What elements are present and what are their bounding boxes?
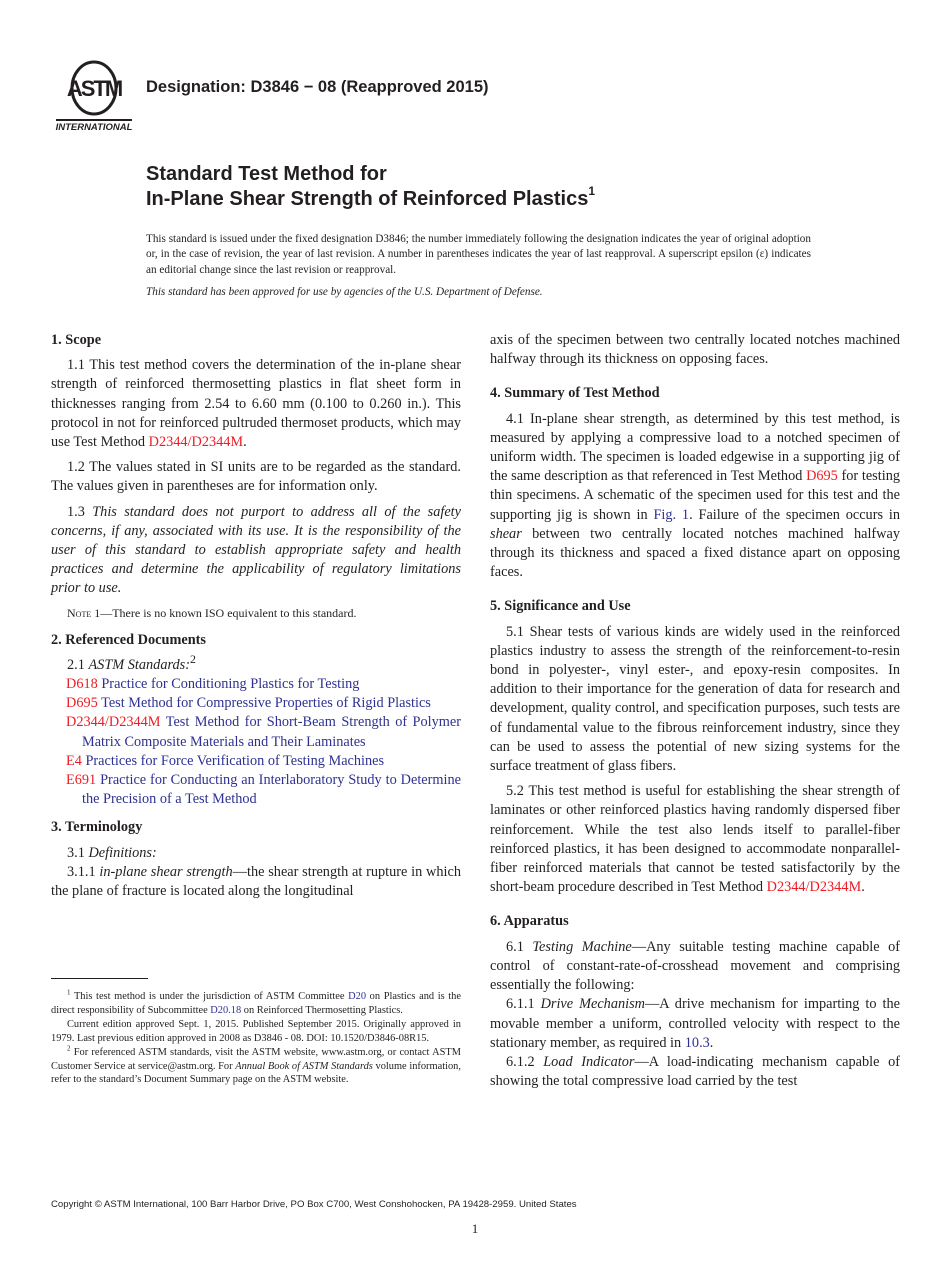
note-text: 1—There is no known ISO equivalent to this standard. xyxy=(91,605,357,620)
paragraph-1-1 xyxy=(51,356,461,452)
footnote-ref-2[interactable]: 2 xyxy=(190,652,196,667)
paragraph-text: —A load-indicating mechanism capable of showing the total compressive load carried by the test xyxy=(490,1053,900,1090)
paragraph-text: 5.2 This test method is useful for establishing the shear strength of laminates or other reinforced plastics having randomly dispersed fiber reinforcement. While the test also lends itself to parallel-fiber reinforced plastics, it has been designed to accommodate nonparallel-fiber reinforced materials that cannot be tested satisfactorily by the short-beam procedure described in Test Method xyxy=(490,783,900,896)
page-number: 1 xyxy=(471,1221,479,1236)
defined-term: in-plane shear strength xyxy=(99,863,233,880)
issuance-statement: This standard is issued under the fixed designation D3846; the number immediately following the designation indicates the year of original adoption or, in the case of revision, the year of last revision. A number in parentheses indicates the year of last reapproval. A superscript epsilon (ε) indicates an editorial change since the last revision or reapproval. xyxy=(146,233,811,276)
definition-text: —the shear strength at rupture in which the plane of fracture is located along the longitudinal xyxy=(51,863,461,900)
footnote-text: on Reinforced Thermosetting Plastics. xyxy=(241,1004,403,1016)
paragraph-1-3 xyxy=(51,503,461,599)
reference-item[interactable] xyxy=(51,752,461,771)
astm-standards-label: ASTM Standards: xyxy=(88,656,190,673)
title-line-1: Standard Test Method for xyxy=(146,163,387,185)
section-heading-apparatus: 6. Apparatus xyxy=(490,913,569,930)
reference-title[interactable]: Practice for Conducting an Interlaboratory Study to Determine the Precision of a Test Method xyxy=(82,772,461,808)
book-title: Annual Book of ASTM Standards xyxy=(235,1060,373,1072)
reference-code[interactable]: E4 xyxy=(66,752,82,769)
section-heading-referenced-documents: 2. Referenced Documents xyxy=(51,631,206,648)
section-heading-terminology: 3. Terminology xyxy=(51,819,143,836)
reference-code[interactable]: E691 xyxy=(66,772,97,789)
section-heading-scope: 1. Scope xyxy=(51,332,102,348)
section-heading-significance: 5. Significance and Use xyxy=(490,598,631,615)
reference-item[interactable] xyxy=(51,713,461,751)
svg-text:ASTM: ASTM xyxy=(66,76,122,101)
astm-logo xyxy=(52,58,136,134)
paragraph-2-1 xyxy=(51,652,461,675)
section-heading-summary: 4. Summary of Test Method xyxy=(490,385,660,402)
reference-code[interactable]: D618 xyxy=(66,676,98,693)
paragraph-5-2 xyxy=(490,782,900,897)
designation: Designation: D3846 − 08 (Reapproved 2015) xyxy=(146,78,489,96)
paragraph-number: 6.1.2 xyxy=(506,1053,544,1070)
period: . xyxy=(861,879,865,896)
paragraph-text: for testing thin specimens. A schematic of the specimen used for this test and the supporting jig is shown in xyxy=(490,468,900,523)
paragraph-number: 2.1 xyxy=(67,656,89,673)
footnote-ref-1[interactable]: 1 xyxy=(588,184,596,199)
link-committee-d20[interactable]: D20 xyxy=(348,991,367,1002)
defined-term: Drive Mechanism xyxy=(540,996,645,1013)
paragraph-number: 1.3 xyxy=(67,503,93,520)
paragraph-number: 3.1 xyxy=(67,844,89,861)
defined-term: Testing Machine xyxy=(532,938,632,955)
copyright-line: Copyright © ASTM International, 100 Barr Harbor Drive, PO Box C700, West Conshohocken, PA 19428-2959. United States xyxy=(51,1199,577,1210)
spacer xyxy=(490,375,900,384)
paragraph-text: —Any suitable testing machine capable of control of constant-rate-of-crosshead movement and comprising essentially the following: xyxy=(490,938,900,994)
definitions-label: Definitions: xyxy=(88,844,157,861)
period: . xyxy=(243,434,247,451)
spacer xyxy=(490,588,900,597)
safety-caveat: This standard does not purport to address all of the safety concerns, if any, associated with its use. It is the responsibility of the user of this standard to establish appropriate safety and health practices and determine the applicability of regulatory limitations prior to use. xyxy=(51,503,461,597)
link-section-10-3[interactable]: 10.3 xyxy=(684,1034,710,1051)
emphasis: shear xyxy=(490,525,522,542)
reference-code[interactable]: D2344/D2344M xyxy=(66,714,161,731)
paragraph-4-1 xyxy=(490,410,900,583)
link-d2344[interactable]: D2344/D2344M xyxy=(148,434,244,451)
reference-code[interactable]: D695 xyxy=(66,695,98,712)
footnote-text: on Plastics and is the direct responsibility of Subcommittee xyxy=(51,991,461,1016)
page-title xyxy=(146,162,595,212)
paragraph-6-1-2 xyxy=(490,1053,900,1091)
right-column xyxy=(490,331,900,1091)
edition-note: Current edition approved Sept. 1, 2015. Published September 2015. Originally approved in 1979. Last previous edition approved in 2008 as D3846 - 08. DOI: 10.1520/D3846-08R15. xyxy=(51,1019,461,1044)
footnote-text: This test method is under the jurisdiction of ASTM Committee xyxy=(70,991,349,1002)
footnote-number: 1 xyxy=(67,988,71,997)
spacer xyxy=(51,809,461,818)
title-line-2 xyxy=(146,184,596,212)
reference-item[interactable] xyxy=(51,675,461,694)
paragraph-text: . Failure of the specimen occurs in xyxy=(689,506,900,523)
paragraph-1-1-text: 1.1 This test method covers the determination of the in-plane shear strength of reinforced thermosetting plastics in flat sheet form in thicknesses ranging from 2.54 to 6.60 mm (0.100 to 0.260 in.). This protocol in not for reinforced pultruded thermoset products, which may use Test Method xyxy=(51,357,461,451)
link-fig-1[interactable]: Fig. 1 xyxy=(653,506,690,523)
link-subcommittee-d20-18[interactable]: D20.18 xyxy=(210,1004,242,1016)
reference-title[interactable]: Practices for Force Verification of Testing Machines xyxy=(81,752,385,769)
link-d695[interactable]: D695 xyxy=(806,468,838,485)
reference-list xyxy=(51,675,461,809)
footnote-number: 2 xyxy=(67,1044,71,1053)
paragraph-5-1: 5.1 Shear tests of various kinds are widely used in the reinforced plastics industry to assess the strength of the reinforcement-to-resin bond in polyester-, vinyl ester-, and epoxy-resin composites. In addition to their importance for the generation of data for research and development, quality control, and specification purposes, such tests are of fundamental value to the fibrous reinforcement industry, since they can be used to assess the potential of new sizing systems for the surface treatment of glass fibers. xyxy=(490,623,900,775)
reference-title[interactable]: Test Method for Compressive Properties of Rigid Plastics xyxy=(97,695,431,712)
period: . xyxy=(709,1034,714,1051)
paragraph-3-1-1-continued: axis of the specimen between two centrally located notches machined halfway through its thickness on opposing faces. xyxy=(490,332,900,368)
left-column xyxy=(51,331,461,907)
paragraph-number: 6.1 xyxy=(506,938,533,955)
svg-text:INTERNATIONAL: INTERNATIONAL xyxy=(55,122,133,133)
reference-title[interactable]: Practice for Conditioning Plastics for Testing xyxy=(97,676,360,693)
paragraph-3-1 xyxy=(51,844,461,863)
paragraph-text: —A drive mechanism for imparting to the movable member a uniform, controlled velocity with respect to the stationary member, as required in xyxy=(490,996,900,1051)
paragraph-text: 4.1 In-plane shear strength, as determined by this test method, is measured by applying a compressive load to a notched specimen of uniform width. The specimen is loaded edgewise in a supporting jig of the same description as that referenced in Test Method xyxy=(490,410,900,485)
reference-item[interactable] xyxy=(51,694,461,713)
paragraph-1-2: 1.2 The values stated in SI units are to be regarded as the standard. The values given in parentheses are for information only. xyxy=(51,459,461,495)
footnote-2 xyxy=(51,1046,461,1087)
reference-item[interactable] xyxy=(51,771,461,809)
paragraph-6-1-1 xyxy=(490,995,900,1053)
footnote-text: For referenced ASTM standards, visit the ASTM website, www.astm.org, or contact ASTM Customer Service at service@astm.org. For xyxy=(51,1047,461,1072)
paragraph-3-1-1 xyxy=(51,863,461,901)
note-label: Note xyxy=(67,605,92,620)
dod-approval-statement: This standard has been approved for use by agencies of the U.S. Department of Defense. xyxy=(146,286,543,298)
paragraph-6-1 xyxy=(490,938,900,996)
paragraph-text: between two centrally located notches machined halfway through its thickness and spaced a fixed distance apart on opposing faces. xyxy=(490,525,900,581)
astm-logo-mark xyxy=(52,58,136,134)
reference-title[interactable]: Test Method for Short-Beam Strength of Polymer Matrix Composite Materials and Their Laminates xyxy=(82,714,461,750)
link-d2344[interactable]: D2344/D2344M xyxy=(766,879,862,896)
paragraph-number: 6.1.1 xyxy=(506,996,541,1013)
paragraph-number: 3.1.1 xyxy=(67,863,100,880)
footnotes xyxy=(51,990,461,1088)
note-1 xyxy=(51,605,461,621)
defined-term: Load Indicator xyxy=(543,1053,635,1070)
spacer xyxy=(490,903,900,912)
footnote-1 xyxy=(51,990,461,1017)
footnote-text: volume information, refer to the standard’s Document Summary page on the ASTM website. xyxy=(51,1060,461,1085)
title-line-2-text: In-Plane Shear Strength of Reinforced Plastics xyxy=(146,188,589,210)
footnote-divider xyxy=(51,978,148,979)
